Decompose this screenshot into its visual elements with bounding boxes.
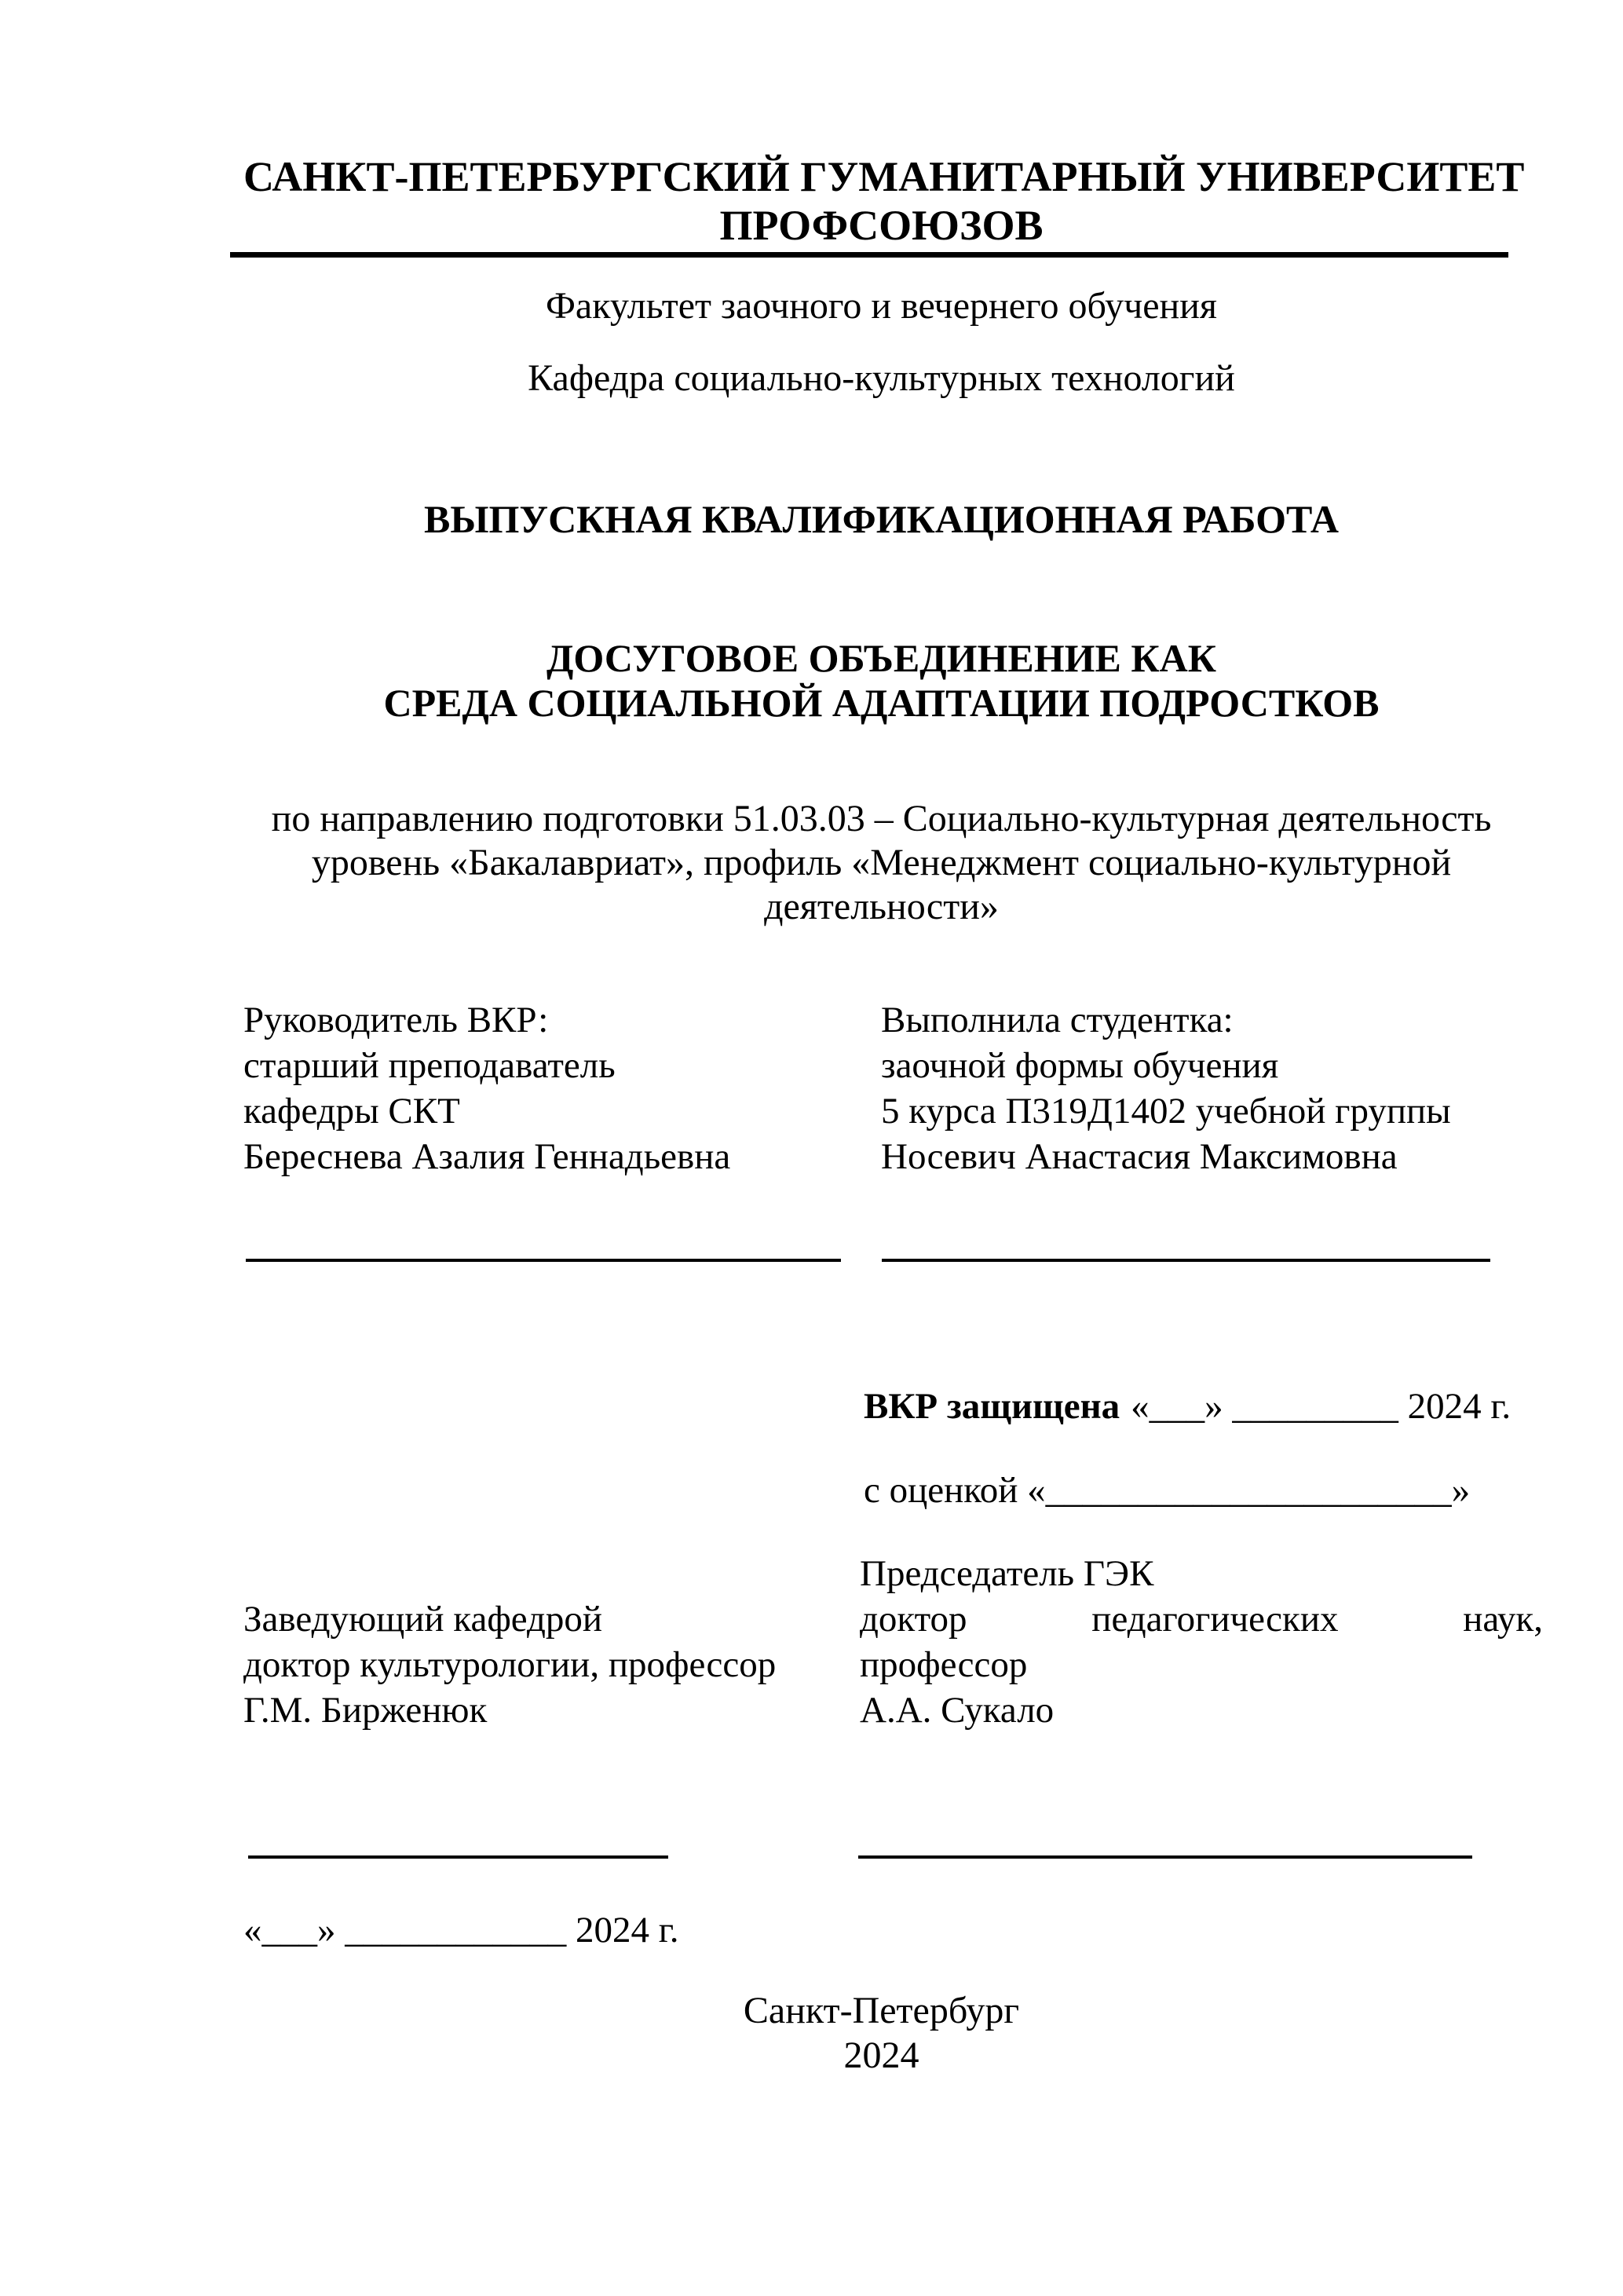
program-line-1: по направлению подготовки 51.03.03 – Социально-культурная деятельность <box>271 798 1492 839</box>
defense-label-bold: ВКР защищена <box>864 1386 1120 1427</box>
chair-rank: профессор <box>860 1644 1028 1685</box>
head-title: Заведующий кафедрой <box>243 1599 603 1640</box>
university-name-line-2: ПРОФСОЮЗОВ <box>719 202 1044 249</box>
supervisor-department: кафедры СКТ <box>243 1091 460 1132</box>
student-study-form: заочной формы обучения <box>881 1045 1279 1086</box>
department-line: Кафедра социально-культурных технологий <box>528 357 1235 399</box>
program-line-2: уровень «Бакалавриат», профиль «Менеджмент социально-культурной <box>311 842 1452 883</box>
head-signature-line <box>248 1855 668 1859</box>
year-line: 2024 <box>843 2035 919 2076</box>
work-type-heading: ВЫПУСКНАЯ КВАЛИФИКАЦИОННАЯ РАБОТА <box>424 497 1339 541</box>
program-line-3: деятельности» <box>764 886 999 927</box>
faculty-line: Факультет заочного и вечернего обучения <box>546 285 1217 327</box>
student-group: 5 курса П319Д1402 учебной группы <box>881 1091 1451 1132</box>
footer-date-line: «___» ____________ 2024 г. <box>243 1910 679 1951</box>
student-signature-line <box>882 1259 1490 1262</box>
student-name: Носевич Анастасия Максимовна <box>881 1136 1398 1177</box>
supervisor-name: Береснева Азалия Геннадьевна <box>243 1136 731 1177</box>
chair-degree: доктор педагогических наук, <box>860 1599 1543 1640</box>
student-block <box>881 997 1556 1179</box>
city-year-block <box>243 1988 1519 2078</box>
supervisor-label: Руководитель ВКР: <box>243 1000 549 1040</box>
city-line: Санкт-Петербург <box>743 1990 1020 2031</box>
thesis-title-line-2: СРЕДА СОЦИАЛЬНОЙ АДАПТАЦИИ ПОДРОСТКОВ <box>383 681 1380 725</box>
grade-line: с оценкой «______________________» <box>864 1470 1471 1511</box>
supervisor-block <box>243 997 872 1179</box>
header-rule <box>230 252 1508 258</box>
defense-date-line <box>864 1384 1511 1429</box>
chair-signature-line <box>858 1855 1472 1859</box>
head-degree: доктор культурологии, профессор <box>243 1644 777 1685</box>
supervisor-position: старший преподаватель <box>243 1045 616 1086</box>
university-name-line-1: САНКТ-ПЕТЕРБУРГСКИЙ ГУМАНИТАРНЫЙ УНИВЕРСИТЕТ <box>243 153 1525 200</box>
defense-date-blank: «___» _________ 2024 г. <box>1131 1386 1512 1427</box>
chair-name: А.А. Сукало <box>860 1690 1055 1731</box>
student-label: Выполнила студентка: <box>881 1000 1234 1040</box>
program-block <box>243 797 1519 929</box>
committee-chair-block <box>860 1551 1543 1733</box>
head-name: Г.М. Бирженюк <box>243 1690 488 1731</box>
supervisor-signature-line <box>246 1259 841 1262</box>
university-name <box>243 152 1525 250</box>
thesis-title <box>243 636 1519 726</box>
department-head-block <box>243 1596 872 1733</box>
chair-title: Председатель ГЭК <box>860 1553 1154 1594</box>
thesis-title-line-1: ДОСУГОВОЕ ОБЪЕДИНЕНИЕ КАК <box>546 636 1217 680</box>
